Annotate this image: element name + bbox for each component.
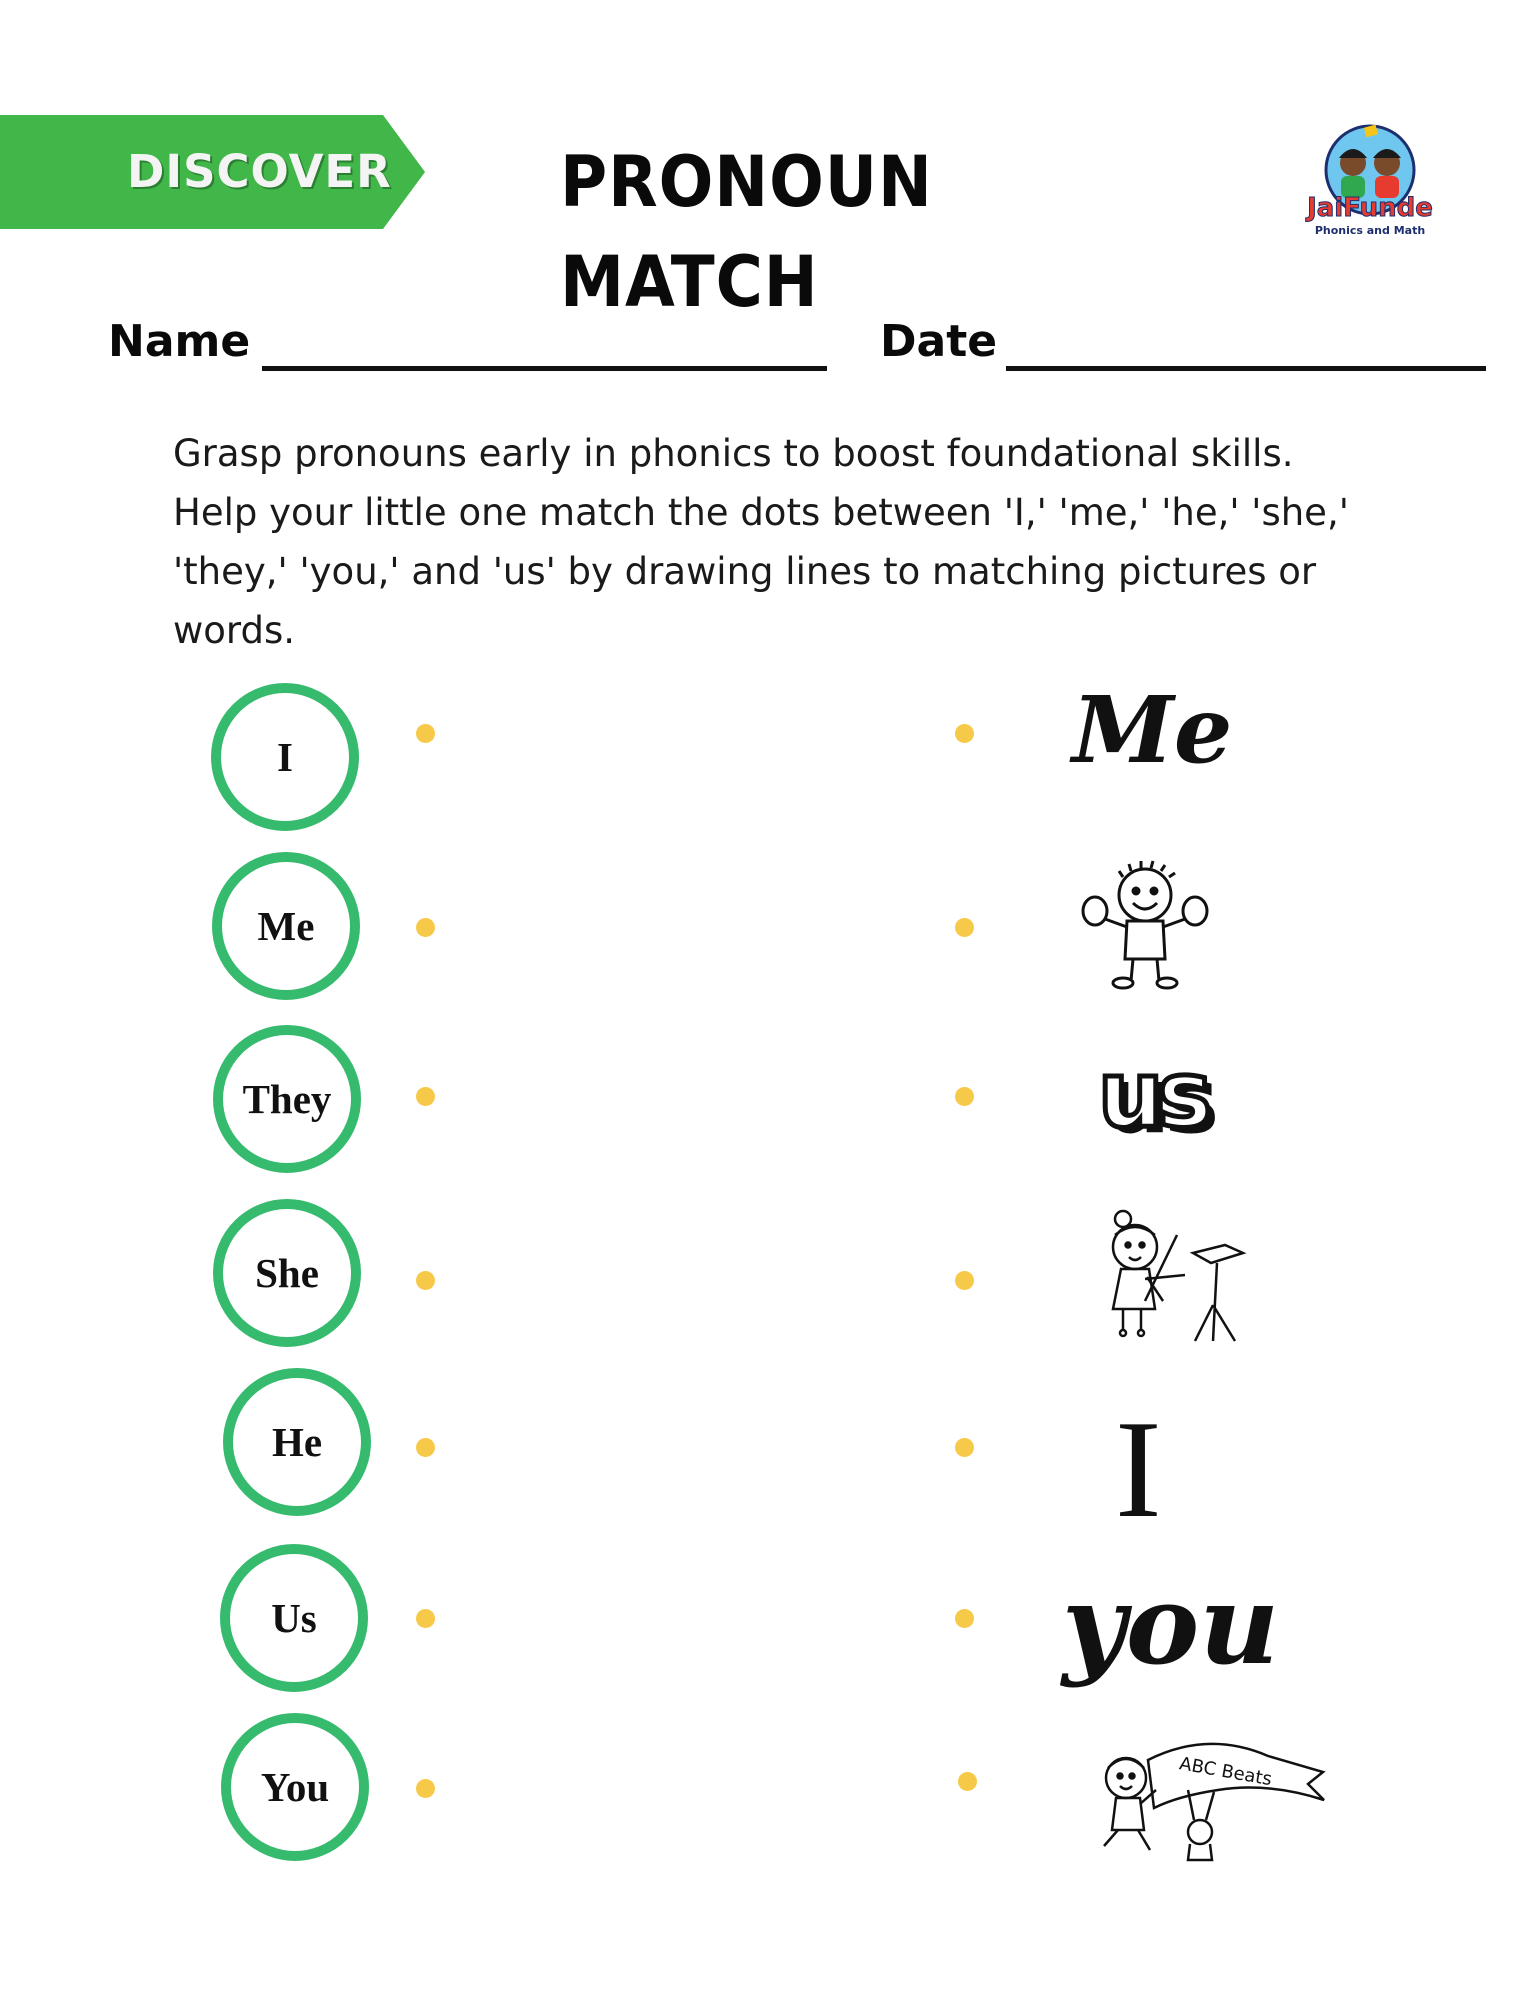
left-match-dot[interactable] xyxy=(416,918,435,937)
right-match-dot[interactable] xyxy=(955,1438,974,1457)
page-title: PRONOUN MATCH xyxy=(560,141,933,323)
pronoun-circle xyxy=(211,683,359,831)
pronoun-circle xyxy=(220,1544,368,1692)
date-label: Date xyxy=(880,316,998,367)
logo-brand: JaiFunde xyxy=(1307,193,1433,223)
instructions-text: Grasp pronouns early in phonics to boost foundational skills. Help your little one match the dots between 'I,' 'me,' 'he,' 'she,' 'they,' 'you,' and 'us' by drawing lines to matching pictures or words. xyxy=(173,432,1349,652)
svg-text:Phonics and Math xyxy=(1315,224,1425,237)
logo-icon xyxy=(1295,118,1445,248)
kids-with-banner-icon xyxy=(1068,1720,1333,1870)
jaifunde-logo xyxy=(1295,118,1445,248)
pronoun-label: She xyxy=(255,1250,319,1296)
date-field[interactable] xyxy=(1006,366,1486,371)
banner-label: DISCOVER xyxy=(127,145,392,198)
logo-tagline: Phonics and Math xyxy=(1314,224,1426,237)
pronoun-circle xyxy=(223,1368,371,1516)
left-match-dot[interactable] xyxy=(416,1438,435,1457)
name-label: Name xyxy=(108,316,251,367)
word-us: us xyxy=(1098,1041,1207,1148)
word-you: you xyxy=(1062,1560,1280,1689)
left-match-dot[interactable] xyxy=(416,1271,435,1290)
pronoun-label: You xyxy=(260,1764,330,1810)
pronoun-label: Me xyxy=(257,903,315,949)
word-me: Me xyxy=(1072,676,1233,784)
pronoun-label: I xyxy=(277,734,293,780)
right-match-dot[interactable] xyxy=(955,1271,974,1290)
right-match-dot[interactable] xyxy=(955,724,974,743)
banner-text: ABC Beats xyxy=(1177,1753,1274,1791)
pronoun-circle xyxy=(213,1199,361,1347)
girl-playing-violin-icon xyxy=(1085,1205,1255,1345)
name-field[interactable] xyxy=(262,366,827,371)
boy-with-maracas-icon xyxy=(1075,855,1215,995)
right-match-dot[interactable] xyxy=(955,918,974,937)
right-match-dot[interactable] xyxy=(955,1087,974,1106)
right-match-dot[interactable] xyxy=(955,1609,974,1628)
pronoun-label: Us xyxy=(271,1595,317,1641)
pronoun-circle xyxy=(212,852,360,1000)
left-match-dot[interactable] xyxy=(416,1609,435,1628)
pronoun-label: They xyxy=(242,1076,332,1122)
pronoun-circle xyxy=(221,1713,369,1861)
right-match-dot[interactable] xyxy=(958,1772,977,1791)
word-i: I xyxy=(1115,1392,1162,1547)
left-match-dot[interactable] xyxy=(416,1779,435,1798)
svg-text:JaiFunde xyxy=(1305,193,1433,223)
left-match-dot[interactable] xyxy=(416,1087,435,1106)
pronoun-circle xyxy=(213,1025,361,1173)
pronoun-label: He xyxy=(271,1419,323,1465)
left-match-dot[interactable] xyxy=(416,724,435,743)
